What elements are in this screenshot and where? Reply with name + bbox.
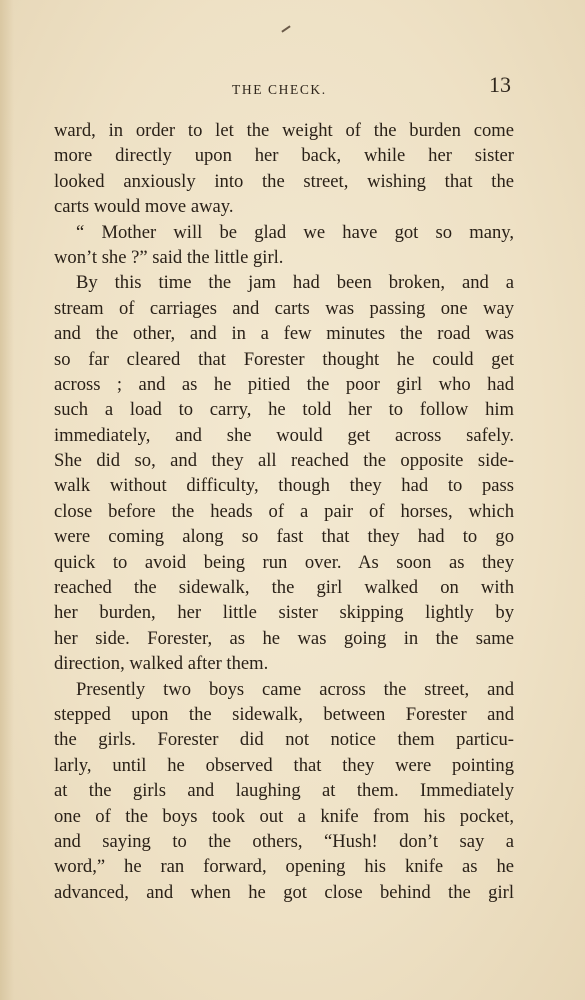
text-line: the girls. Forester did not notice them particu- [54, 729, 514, 751]
text-line: were coming along so fast that they had to go [54, 526, 514, 548]
text-line: word,” he ran forward, opening his knife as he [54, 856, 514, 878]
text-line: looked anxiously into the street, wishing that the [54, 170, 514, 192]
body-text [54, 118, 514, 905]
text-line: her side. Forester, as he was going in the same [54, 627, 514, 649]
text-line: carts would move away. [54, 196, 234, 218]
text-line: and the other, and in a few minutes the road was [54, 323, 514, 345]
text-line: walk without difficulty, though they had to pass [54, 475, 514, 497]
text-line: at the girls and laughing at them. Immediately [54, 780, 514, 802]
text-line: her burden, her little sister skipping lightly by [54, 602, 514, 624]
text-line: quick to avoid being run over. As soon as they [54, 551, 514, 573]
text-line: direction, walked after them. [54, 653, 269, 675]
text-line: advanced, and when he got close behind the girl [54, 881, 514, 903]
text-line: more directly upon her back, while her sister [54, 145, 514, 167]
text-line: Presently two boys came across the street, and [76, 678, 514, 700]
text-line: won’t she ?” said the little girl. [54, 246, 284, 268]
text-line: immediately, and she would get across safely. [54, 424, 514, 446]
text-line: She did so, and they all reached the opposite side- [54, 450, 514, 472]
text-line: one of the boys took out a knife from his pocket, [54, 805, 514, 827]
running-title: THE CHECK. [232, 82, 327, 97]
text-line: and saying to the others, “Hush! don’t say a [54, 830, 514, 852]
text-line: reached the sidewalk, the girl walked on with [54, 577, 514, 599]
pencil-mark [281, 25, 290, 32]
text-line: such a load to carry, he told her to follow him [54, 399, 514, 421]
text-line: larly, until he observed that they were pointing [54, 754, 514, 776]
page-number: 13 [489, 72, 511, 97]
text-line: close before the heads of a pair of horses, which [54, 500, 514, 522]
text-line: ward, in order to let the weight of the burden come [54, 120, 514, 141]
text-line: across ; and as he pitied the poor girl who had [54, 373, 514, 395]
text-line: By this time the jam had been broken, and a [76, 272, 514, 294]
text-line: “ Mother will be glad we have got so many, [76, 221, 514, 243]
text-line: stream of carriages and carts was passing one way [54, 297, 514, 319]
page-gutter-shadow [0, 0, 14, 1000]
text-line: so far cleared that Forester thought he could get [54, 348, 514, 370]
text-line: stepped upon the sidewalk, between Forester and [54, 703, 514, 725]
